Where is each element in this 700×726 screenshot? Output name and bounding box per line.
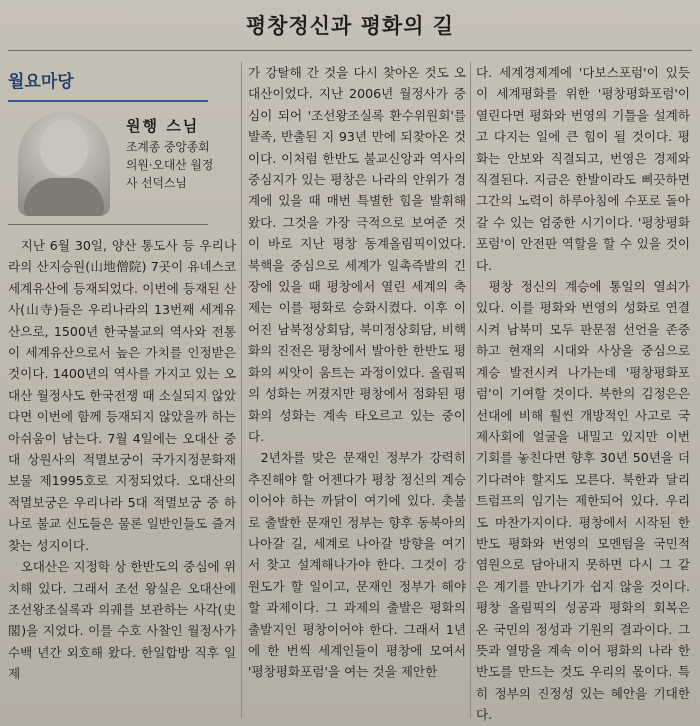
headline: 평창정신과 평화의 길 (245, 14, 455, 38)
headline-rule (8, 50, 692, 51)
paragraph: 지난 6월 30일, 양산 통도사 등 우리나라의 산지승원(山地僧院) 7곳이 유네스코 세계유산에 등재되었다. 이번에 등재된 산사(山寺)들은 우리나라의 13번째 세계유산으로, 1500년 한국불교의 역사와 전통이 세계유산으로서 높은 가치를 인정받은 것이다. 1400년의 역사를 가지고 있는 오대산 월정사도 한국전쟁 때 소실되지 않았다면 이번에 함께 등재되지 않았을까 하는 아쉬움이 남는다. 7월 4일에는 오대산 중대 상원사의 적멸보궁이 국가지정문화재 보물 제1995호로 지정되었다. 오대산의 적멸보궁은 우리나라 5대 적멸보궁 중 하나로 불교 신도들은 물론 일반인들도 즐겨 찾는 성지이다. (8, 238, 236, 553)
author-title-line: 사 선덕스님 (126, 176, 187, 190)
profile-rule (8, 224, 208, 225)
paragraph: 가 강탈해 간 것을 다시 찾아온 것도 오대산이었다. 지난 2006년 월정사가 중심이 되어 '조선왕조실록 환수위원회'를 발족, 반출된 지 93년 만에 되찾아온 것이다. 이처럼 한반도 불교신앙과 역사의 중심지가 있는 평창은 나라의 안위가 경계에 있을 때 매번 특별한 힘을 발휘해왔다. 그것을 가장 극적으로 보여준 것이 바로 지난 평창 동계올림픽이었다. 북핵을 중심으로 세계가 일촉즉발의 긴장에 있을 때 평창에서 열린 세계의 축제는 이를 평화로 승화시켰다. 이후 이어진 남북정상회담, 북미정상회담, 비핵화의 진전은 평창에서 발아한 한반도 평화의 씨앗이 움트는 과정이었다. 올림픽의 성화는 꺼졌지만 평창에서 점화된 평화의 성화는 계속 타오르고 있는 중이다. (248, 65, 466, 444)
paragraph: 다. 세계경제계에 '다보스포럼'이 있듯이 세계평화를 위한 '평창평화포럼'이 열린다면 평화와 번영의 기틀을 설계하고 다지는 일에 큰 힘이 될 것이다. 평화는 안보와 직결되고, 번영은 경제와 직결된다. 지금은 한발이라도 삐끗하면 그간의 노력이 하루아침에 수포로 돌아갈 수 있는 엄중한 시기이다. '평창평화포럼'이 안전판 역할을 할 수 있을 것이다. (476, 65, 690, 273)
author-title (126, 138, 236, 192)
author-name: 원행 스님 (126, 117, 200, 135)
author-robe (24, 178, 104, 216)
column-2 (248, 62, 466, 683)
section-label-rule (8, 100, 208, 102)
column-3 (476, 62, 690, 726)
paragraph: 2년차를 맞은 문재인 정부가 강력히 추진해야 할 어젠다가 평창 정신의 계승이어야 하는 까닭이 여기에 있다. 촛불로 출발한 문재인 정부는 향후 동북아의 나아갈 길, 세계로 나아갈 방향을 여기서 찾고 설계해나가야 한다. 그것이 강원도가 할 일이고, 문재인 정부가 해야 할 과제이다. 그 과제의 출발은 평화의 출발지인 평창이어야 한다. 그래서 1년에 한 번씩 세계인들이 평창에 모여서 '평창평화포럼'을 여는 것을 제안한 (248, 450, 466, 680)
author-title-line: 의원·오대산 월정 (126, 158, 214, 172)
column-divider (241, 62, 242, 718)
column-divider (470, 62, 471, 718)
author-profile (8, 108, 236, 220)
author-face (40, 120, 88, 176)
author-photo (18, 112, 110, 216)
section-label: 월요마당 (8, 72, 74, 92)
column-1 (8, 52, 236, 685)
paragraph: 오대산은 지정학 상 한반도의 중심에 위치해 있다. 그래서 조선 왕실은 오대산에 조선왕조실록과 의궤를 보관하는 사각(史閣)을 지었다. 이를 수호 사찰인 월정사가 수백 년간 외호해 왔다. 한일합방 직후 일제 (8, 559, 236, 682)
author-title-line: 조계종 중앙종회 (126, 140, 210, 154)
column-1-body (8, 235, 236, 685)
paragraph: 평창 정신의 계승에 통일의 열쇠가 있다. 이를 평화와 번영의 성화로 연결시켜 남북미 모두 판문점 선언을 존중하고 현재의 시대와 사상을 중심으로 계승 발전시켜 나가는데 '평창평화포럼'이 기여할 것이다. 북한의 김정은은 선대에 비해 훨씬 개방적인 사고로 국제사회에 얼굴을 내밀고 있지만 이번 기회를 놓친다면 향후 30년 50년을 더 기다려야 할지도 모른다. 북한과 달리 트럼프의 임기는 제한되어 있다. 우리도 마찬가지이다. 평창에서 시작된 한반도 평화와 번영의 모멘텀을 국민적 염원으로 담아내지 못하면 다시 그 같은 계기를 만나기가 쉽지 않을 것이다. 평창 올림픽의 성공과 평화의 회복은 온 국민의 정성과 기원의 결과이다. 그 뜻과 열망을 계속 이어 평화의 나라 한반도를 만드는 것도 우리의 몫이다. 특히 정부의 진정성 있는 혜안을 기대한다. (476, 279, 690, 723)
